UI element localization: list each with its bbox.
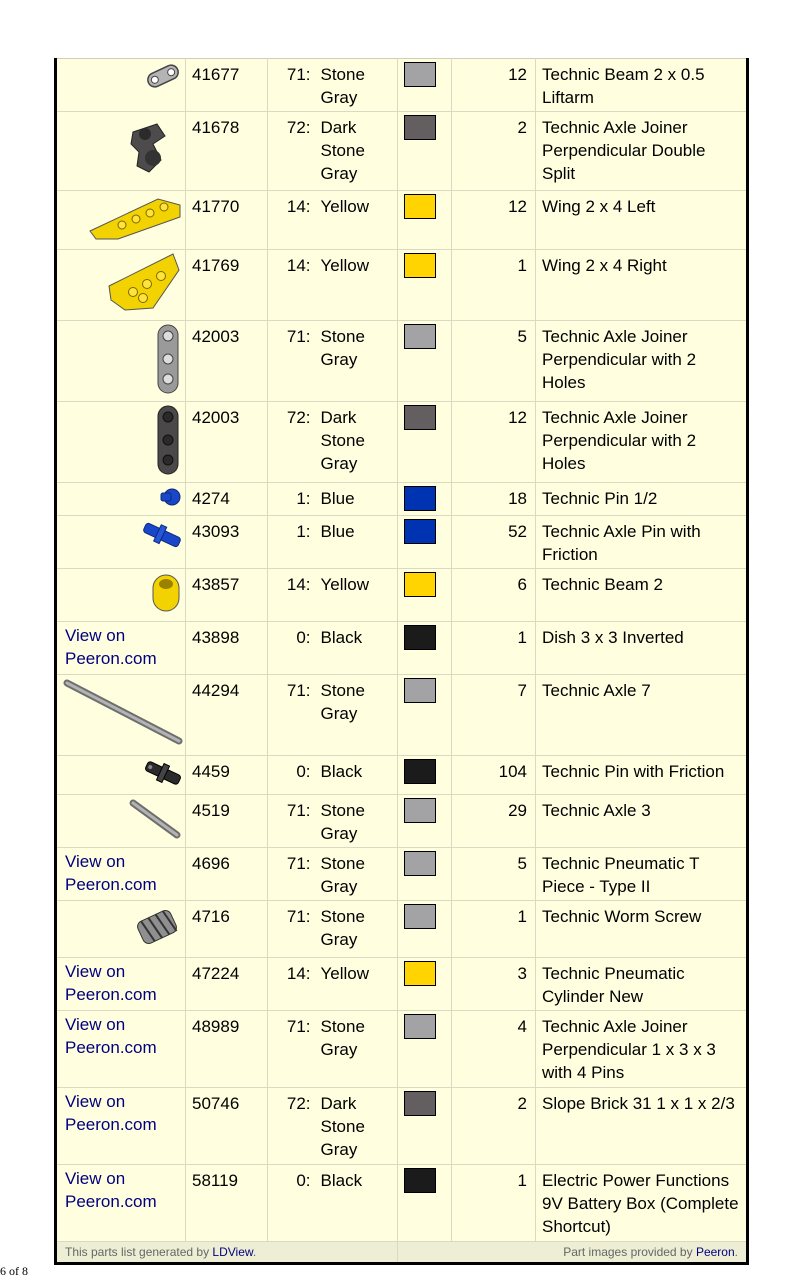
part-description: Technic Axle Joiner Perpendicular 1 x 3 x 3 with 4 Pins <box>536 1011 748 1088</box>
axle-3-icon <box>127 826 183 845</box>
quantity: 12 <box>452 59 536 112</box>
part-image-cell <box>56 901 186 958</box>
color-swatch-cell <box>398 321 452 402</box>
view-on-peeron-link[interactable]: View on Peeron.com <box>65 852 157 894</box>
quantity: 18 <box>452 483 536 516</box>
quantity: 104 <box>452 756 536 795</box>
part-number: 41677 <box>186 59 268 112</box>
view-on-peeron-link[interactable]: View on Peeron.com <box>65 962 157 1004</box>
color-code: 71: <box>268 795 313 848</box>
part-number: 4716 <box>186 901 268 958</box>
part-number: 43898 <box>186 622 268 675</box>
quantity: 29 <box>452 795 536 848</box>
view-on-peeron-link[interactable]: View on Peeron.com <box>65 626 157 668</box>
color-swatch <box>404 194 436 219</box>
color-name: Yellow <box>313 958 398 1011</box>
color-name: Dark Stone Gray <box>313 1088 398 1165</box>
color-swatch-cell <box>398 901 452 958</box>
color-name: Stone Gray <box>313 321 398 402</box>
color-swatch-cell <box>398 1088 452 1165</box>
part-number: 4519 <box>186 795 268 848</box>
color-swatch <box>404 519 436 544</box>
part-description: Technic Axle Joiner Perpendicular Double Split <box>536 112 748 191</box>
color-swatch <box>404 678 436 703</box>
part-description: Technic Pneumatic Cylinder New <box>536 958 748 1011</box>
part-image-cell <box>56 402 186 483</box>
color-swatch-cell <box>398 675 452 756</box>
color-code: 71: <box>268 675 313 756</box>
color-name: Yellow <box>313 569 398 622</box>
color-swatch <box>404 961 436 986</box>
part-number: 43093 <box>186 516 268 569</box>
color-name: Stone Gray <box>313 1011 398 1088</box>
color-code: 14: <box>268 250 313 321</box>
color-code: 14: <box>268 569 313 622</box>
part-number: 4459 <box>186 756 268 795</box>
color-swatch-cell <box>398 483 452 516</box>
color-name: Stone Gray <box>313 795 398 848</box>
table-row <box>56 250 748 321</box>
color-code: 1: <box>268 516 313 569</box>
color-swatch <box>404 115 436 140</box>
quantity: 5 <box>452 848 536 901</box>
color-code: 0: <box>268 622 313 675</box>
table-row <box>56 483 748 516</box>
axle-joiner-2holes-gray-icon <box>153 380 183 399</box>
part-number: 58119 <box>186 1165 268 1242</box>
table-row <box>56 901 748 958</box>
color-swatch-cell <box>398 795 452 848</box>
table-row <box>56 848 748 901</box>
part-image-cell <box>56 250 186 321</box>
table-row <box>56 675 748 756</box>
part-image-cell <box>56 1088 186 1165</box>
wing-left-icon <box>88 228 183 247</box>
axle-joiner-2holes-dark-icon <box>153 461 183 480</box>
quantity: 7 <box>452 675 536 756</box>
color-code: 71: <box>268 848 313 901</box>
color-name: Dark Stone Gray <box>313 112 398 191</box>
view-on-peeron-link[interactable]: View on Peeron.com <box>65 1169 157 1211</box>
color-swatch-cell <box>398 112 452 191</box>
color-name: Black <box>313 622 398 675</box>
quantity: 2 <box>452 112 536 191</box>
table-row <box>56 1088 748 1165</box>
color-name: Stone Gray <box>313 675 398 756</box>
page-number: 6 of 8 <box>0 1264 28 1278</box>
quantity: 2 <box>452 1088 536 1165</box>
color-swatch <box>404 1091 436 1116</box>
color-swatch-cell <box>398 756 452 795</box>
color-code: 14: <box>268 191 313 250</box>
color-name: Stone Gray <box>313 59 398 112</box>
table-row <box>56 622 748 675</box>
color-name: Black <box>313 1165 398 1242</box>
view-on-peeron-link[interactable]: View on Peeron.com <box>65 1015 157 1057</box>
part-number: 41678 <box>186 112 268 191</box>
part-description: Technic Beam 2 x 0.5 Liftarm <box>536 59 748 112</box>
part-number: 42003 <box>186 402 268 483</box>
color-code: 0: <box>268 756 313 795</box>
part-image-cell <box>56 569 186 622</box>
wing-right-icon <box>103 299 183 318</box>
axle-joiner-double-split-icon <box>113 169 183 188</box>
part-description: Technic Axle 3 <box>536 795 748 848</box>
table-row <box>56 756 748 795</box>
part-number: 44294 <box>186 675 268 756</box>
quantity: 52 <box>452 516 536 569</box>
table-row <box>56 112 748 191</box>
color-code: 71: <box>268 901 313 958</box>
part-description: Technic Pin with Friction <box>536 756 748 795</box>
part-number: 4274 <box>186 483 268 516</box>
quantity: 12 <box>452 402 536 483</box>
color-name: Stone Gray <box>313 848 398 901</box>
color-code: 71: <box>268 59 313 112</box>
quantity: 1 <box>452 250 536 321</box>
part-image-cell <box>56 756 186 795</box>
part-description: Technic Axle Joiner Perpendicular with 2 Holes <box>536 402 748 483</box>
color-code: 14: <box>268 958 313 1011</box>
color-swatch <box>404 253 436 278</box>
part-number: 4696 <box>186 848 268 901</box>
part-description: Wing 2 x 4 Left <box>536 191 748 250</box>
color-code: 71: <box>268 1011 313 1088</box>
part-image-cell <box>56 795 186 848</box>
part-description: Dish 3 x 3 Inverted <box>536 622 748 675</box>
color-swatch-cell <box>398 516 452 569</box>
table-row <box>56 1011 748 1088</box>
part-description: Slope Brick 31 1 x 1 x 2/3 <box>536 1088 748 1165</box>
color-swatch <box>404 851 436 876</box>
quantity: 5 <box>452 321 536 402</box>
part-description: Electric Power Functions 9V Battery Box (Complete Shortcut) <box>536 1165 748 1242</box>
quantity: 4 <box>452 1011 536 1088</box>
color-swatch <box>404 1168 436 1193</box>
quantity: 3 <box>452 958 536 1011</box>
color-code: 72: <box>268 112 313 191</box>
quantity: 6 <box>452 569 536 622</box>
part-image-cell <box>56 516 186 569</box>
quantity: 1 <box>452 901 536 958</box>
color-swatch <box>404 324 436 349</box>
pin-friction-icon <box>143 773 183 792</box>
part-image-cell <box>56 622 186 675</box>
part-description: Technic Axle Pin with Friction <box>536 516 748 569</box>
color-swatch-cell <box>398 622 452 675</box>
axle-7-icon <box>61 734 186 753</box>
color-name: Stone Gray <box>313 901 398 958</box>
color-swatch <box>404 759 436 784</box>
part-number: 41769 <box>186 250 268 321</box>
color-name: Dark Stone Gray <box>313 402 398 483</box>
color-swatch-cell <box>398 402 452 483</box>
table-row <box>56 1165 748 1242</box>
color-code: 72: <box>268 402 313 483</box>
pin-half-icon <box>159 494 183 513</box>
part-number: 43857 <box>186 569 268 622</box>
color-swatch-cell <box>398 59 452 112</box>
table-row <box>56 321 748 402</box>
part-image-cell <box>56 1165 186 1242</box>
color-code: 72: <box>268 1088 313 1165</box>
part-image-cell <box>56 958 186 1011</box>
part-image-cell <box>56 483 186 516</box>
table-row <box>56 191 748 250</box>
table-row <box>56 569 748 622</box>
part-number: 50746 <box>186 1088 268 1165</box>
part-number: 41770 <box>186 191 268 250</box>
color-swatch <box>404 1014 436 1039</box>
part-number: 47224 <box>186 958 268 1011</box>
color-swatch <box>404 486 436 511</box>
part-description: Technic Pin 1/2 <box>536 483 748 516</box>
table-row <box>56 59 748 112</box>
part-number: 48989 <box>186 1011 268 1088</box>
color-name: Yellow <box>313 250 398 321</box>
color-swatch-cell <box>398 958 452 1011</box>
color-swatch-cell <box>398 191 452 250</box>
part-image-cell <box>56 112 186 191</box>
ldview-link[interactable]: LDView <box>212 1245 253 1259</box>
color-swatch <box>404 62 436 87</box>
color-swatch <box>404 625 436 650</box>
table-row <box>56 795 748 848</box>
part-image-cell <box>56 321 186 402</box>
color-swatch-cell <box>398 569 452 622</box>
part-description: Technic Axle 7 <box>536 675 748 756</box>
beam-2-icon <box>149 600 183 619</box>
part-image-cell <box>56 675 186 756</box>
part-image-cell <box>56 59 186 112</box>
quantity: 12 <box>452 191 536 250</box>
color-name: Blue <box>313 483 398 516</box>
color-code: 1: <box>268 483 313 516</box>
color-swatch <box>404 405 436 430</box>
part-number: 42003 <box>186 321 268 402</box>
part-image-cell <box>56 191 186 250</box>
peeron-footer-link[interactable]: Peeron <box>695 1245 735 1259</box>
table-row <box>56 402 748 483</box>
color-swatch <box>404 798 436 823</box>
table-row <box>56 516 748 569</box>
quantity: 1 <box>452 1165 536 1242</box>
table-row <box>56 958 748 1011</box>
color-swatch-cell <box>398 848 452 901</box>
color-swatch <box>404 904 436 929</box>
color-swatch-cell <box>398 1165 452 1242</box>
axle-pin-friction-icon <box>141 537 183 556</box>
color-code: 71: <box>268 321 313 402</box>
part-image-cell <box>56 848 186 901</box>
part-description: Technic Axle Joiner Perpendicular with 2 Holes <box>536 321 748 402</box>
part-description: Wing 2 x 4 Right <box>536 250 748 321</box>
beam-2x05-icon <box>143 76 183 95</box>
part-description: Technic Pneumatic T Piece - Type II <box>536 848 748 901</box>
color-name: Black <box>313 756 398 795</box>
part-image-cell <box>56 1011 186 1088</box>
color-swatch-cell <box>398 1011 452 1088</box>
quantity: 1 <box>452 622 536 675</box>
footer-generated-by: This parts list generated by LDView. <box>56 1242 398 1264</box>
part-description: Technic Worm Screw <box>536 901 748 958</box>
color-code: 0: <box>268 1165 313 1242</box>
worm-screw-icon <box>131 936 183 955</box>
footer-images-by: Part images provided by Peeron. <box>398 1242 748 1264</box>
color-name: Blue <box>313 516 398 569</box>
part-description: Technic Beam 2 <box>536 569 748 622</box>
color-swatch <box>404 572 436 597</box>
parts-table <box>54 58 749 1265</box>
color-name: Yellow <box>313 191 398 250</box>
view-on-peeron-link[interactable]: View on Peeron.com <box>65 1092 157 1134</box>
color-swatch-cell <box>398 250 452 321</box>
